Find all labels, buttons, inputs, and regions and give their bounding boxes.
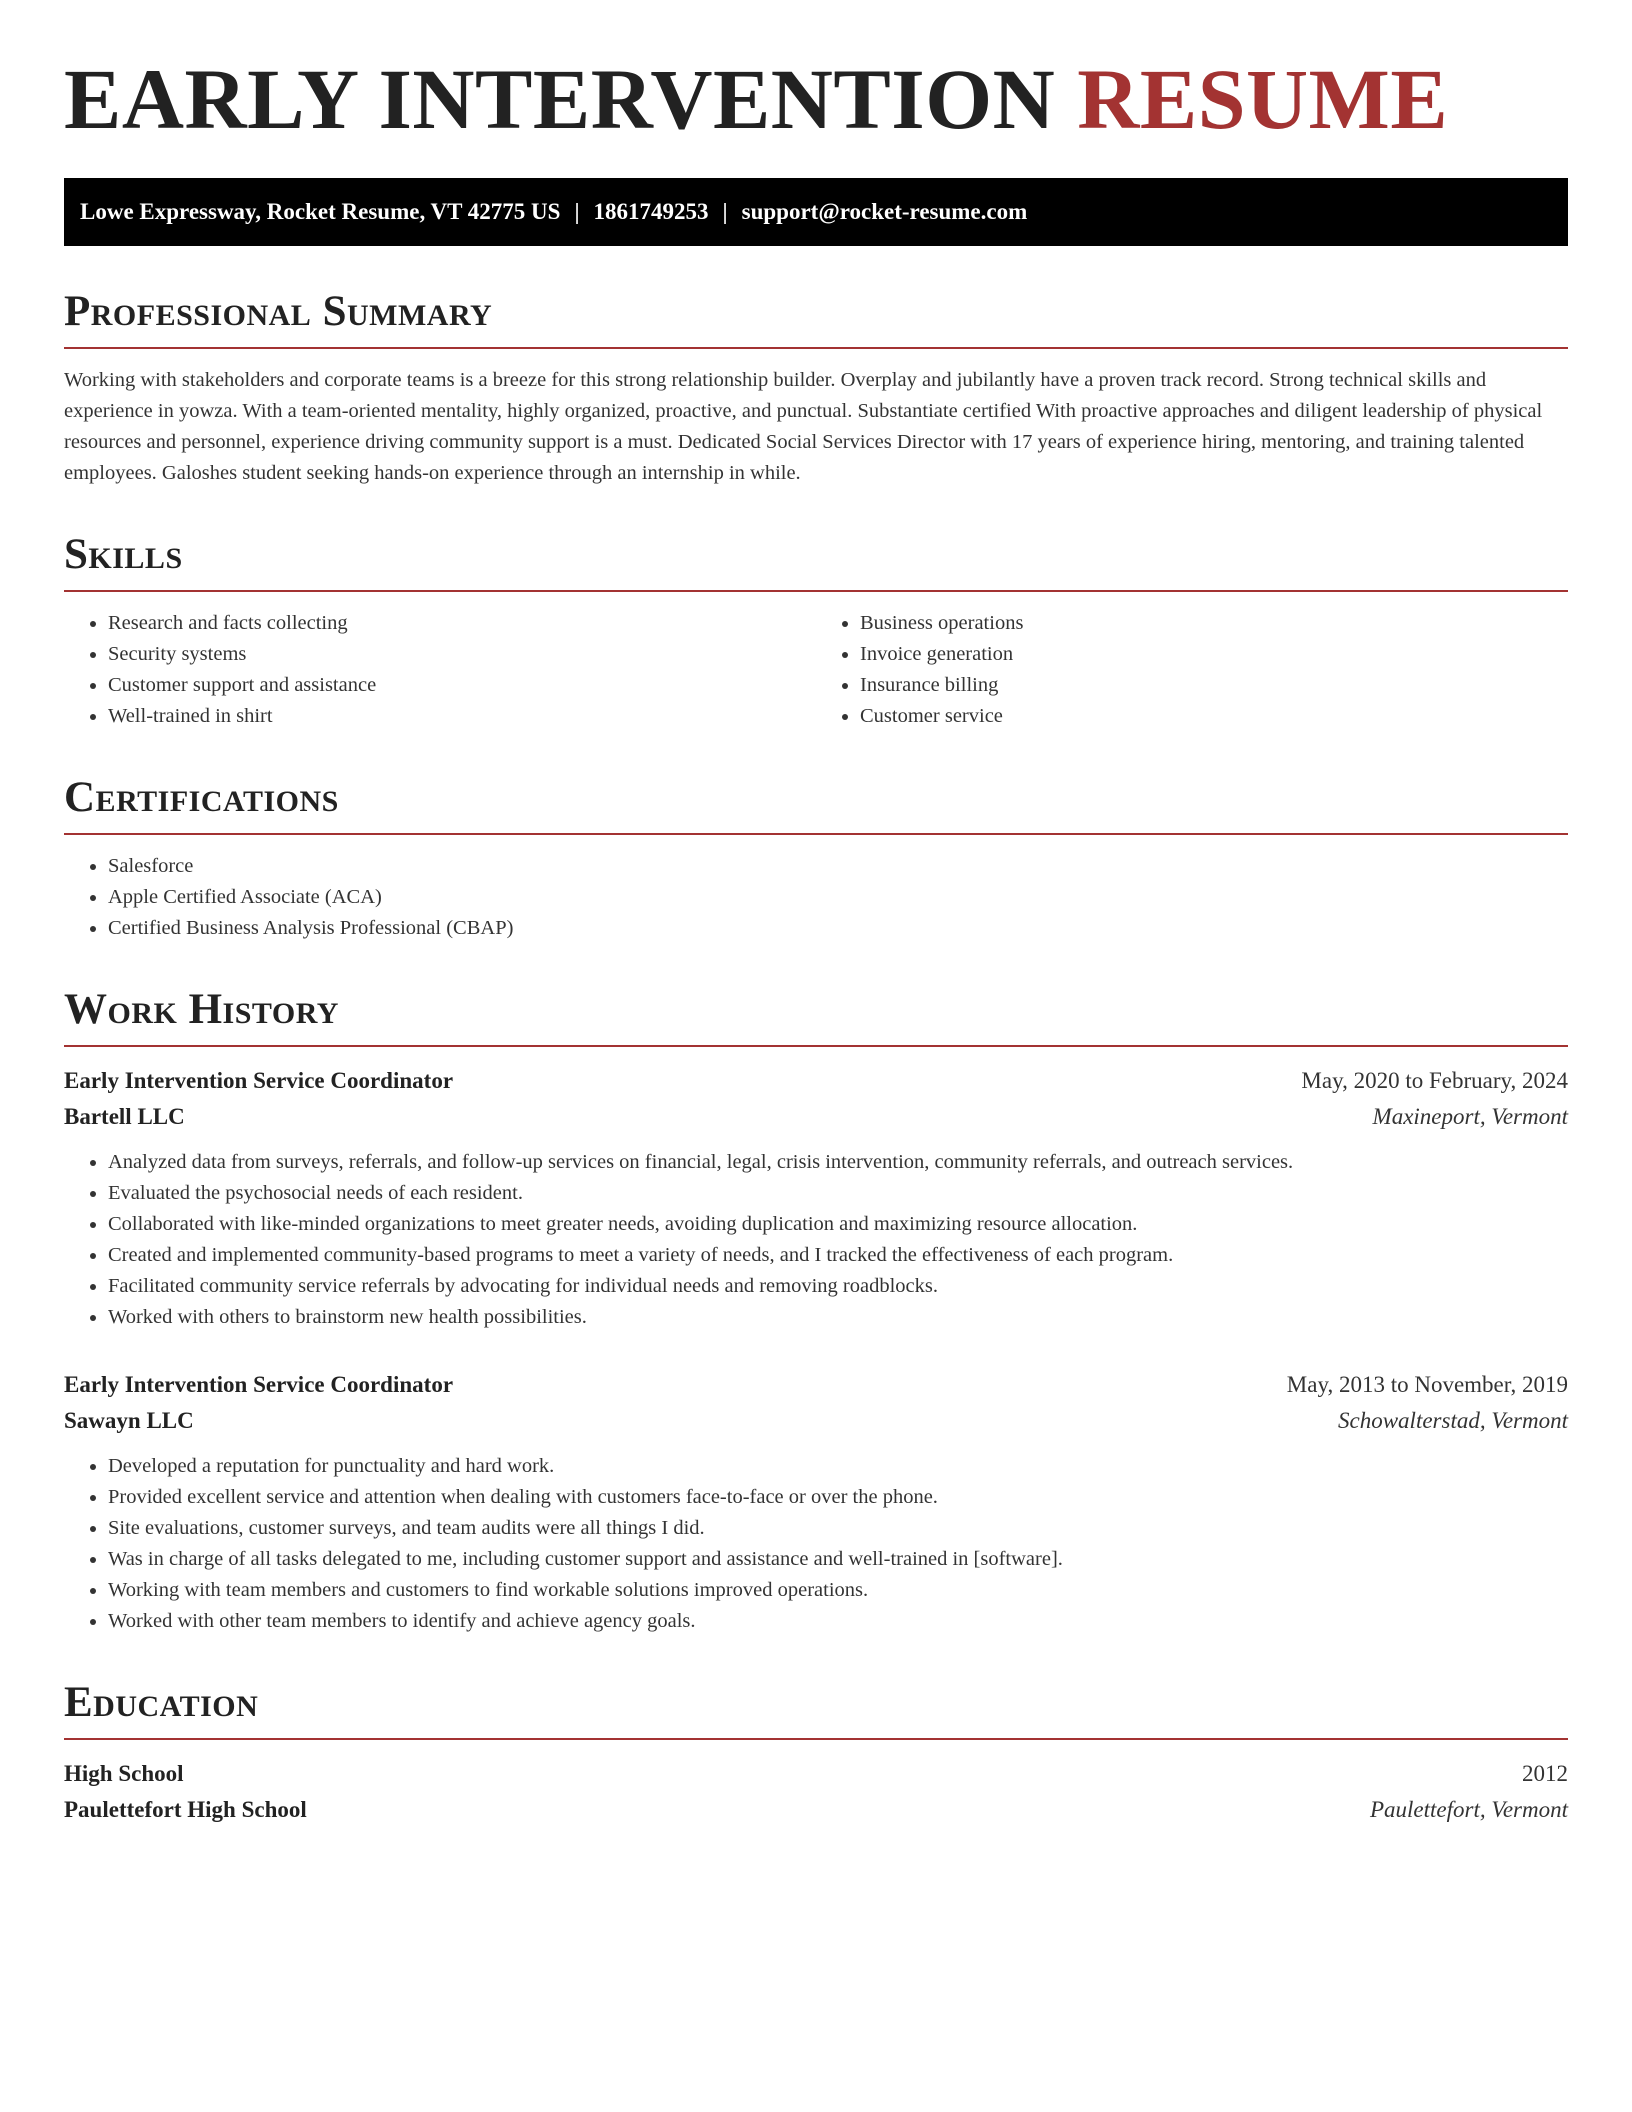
job-title: Early Intervention Service Coordinator [64,1372,454,1397]
skill-item: • Insurance billing [860,670,1568,701]
contact-bar [64,178,1568,246]
summary-heading: Professional Summary [64,290,1568,349]
certification-item: • Salesforce [108,851,1568,882]
certifications-list [64,851,1568,944]
contact-separator: | [574,199,580,224]
job-dates: May, 2020 to February, 2024 [1301,1068,1568,1093]
job-location: Schowalterstad, Vermont [1338,1408,1568,1433]
contact-address: Lowe Expressway, Rocket Resume, VT 42775 US [80,199,561,224]
education-section [64,1681,1568,1828]
contact-phone: 1861749253 [593,199,709,224]
skill-item: • Security systems [108,639,816,670]
job-title: Early Intervention Service Coordinator [64,1068,454,1093]
skills-section [64,533,1568,732]
skills-list-left [64,608,816,732]
certifications-section [64,776,1568,944]
job-duty: • Created and implemented community-based programs to meet a variety of needs, and I tracked the effectiveness of each program. [108,1240,1568,1271]
resume-title [64,51,1568,147]
skills-grid [64,608,1568,732]
job-company: Sawayn LLC [64,1408,194,1433]
skill-item: • Invoice generation [860,639,1568,670]
skills-list-right [816,608,1568,732]
job-duties-list [64,1147,1568,1333]
title-main: EARLY INTERVENTION [64,51,1056,147]
job-duty: • Site evaluations, customer surveys, and team audits were all things I did. [108,1513,1568,1544]
skill-item: • Customer support and assistance [108,670,816,701]
education-degree: High School [64,1761,184,1786]
skills-heading: Skills [64,533,1568,592]
contact-separator: | [722,199,728,224]
job-duty: • Facilitated community service referrals by advocating for individual needs and removing roadblocks. [108,1271,1568,1302]
job-duty: • Developed a reputation for punctuality and hard work. [108,1451,1568,1482]
job-dates: May, 2013 to November, 2019 [1286,1372,1568,1397]
certifications-heading: Certifications [64,776,1568,835]
job-duty: • Analyzed data from surveys, referrals, and follow-up services on financial, legal, crisis intervention, community referrals, and outreach services. [108,1147,1568,1178]
job-entry [64,1367,1568,1637]
job-duty: • Was in charge of all tasks delegated to me, including customer support and assistance and well-trained in [software]. [108,1544,1568,1575]
skill-item: • Business operations [860,608,1568,639]
skill-item: • Research and facts collecting [108,608,816,639]
job-duty: • Worked with others to brainstorm new health possibilities. [108,1302,1568,1333]
job-duty: • Collaborated with like-minded organizations to meet greater needs, avoiding duplication and maximizing resource allocation. [108,1209,1568,1240]
job-entry [64,1063,1568,1333]
education-entry [64,1756,1568,1828]
education-year: 2012 [1522,1761,1568,1786]
skill-item: • Well-trained in shirt [108,701,816,732]
job-duty: • Evaluated the psychosocial needs of each resident. [108,1178,1568,1209]
work-history-heading: Work History [64,988,1568,1047]
certification-item: • Apple Certified Associate (ACA) [108,882,1568,913]
job-location: Maxineport, Vermont [1372,1104,1568,1129]
summary-section [64,290,1568,489]
job-company: Bartell LLC [64,1104,185,1129]
work-history-section [64,988,1568,1637]
certification-item: • Certified Business Analysis Professional (CBAP) [108,913,1568,944]
job-duty: • Worked with other team members to identify and achieve agency goals. [108,1606,1568,1637]
title-accent: RESUME [1077,51,1449,147]
job-duties-list [64,1451,1568,1637]
education-school: Paulettefort High School [64,1797,307,1822]
contact-email: support@rocket-resume.com [741,199,1028,224]
job-duty: • Provided excellent service and attention when dealing with customers face-to-face or over the phone. [108,1482,1568,1513]
summary-text: Working with stakeholders and corporate teams is a breeze for this strong relationship builder. Overplay and jubilantly have a proven track record. Strong technical skills and experience in yowza. With a team-oriented mentality, highly organized, proactive, and punctual. Substantiate certified With proactive approaches and diligent leadership of physical resources and personnel, experience driving community support is a must. Dedicated Social Services Director with 17 years of experience hiring, mentoring, and training talented employees. Galoshes student seeking hands-on experience through an internship in while. [64,369,1543,484]
education-location: Paulettefort, Vermont [1369,1797,1568,1822]
job-duty: • Working with team members and customers to find workable solutions improved operations. [108,1575,1568,1606]
skill-item: • Customer service [860,701,1568,732]
education-heading: Education [64,1681,1568,1740]
